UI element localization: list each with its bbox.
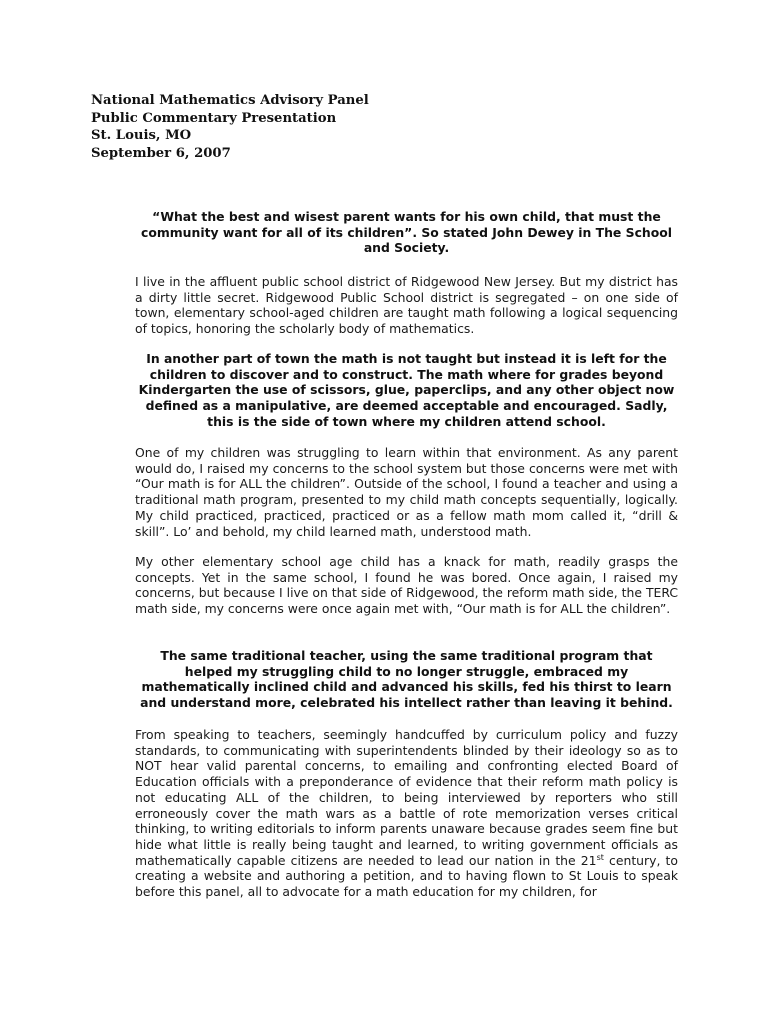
paragraph-bored-child: My other elementary school age child has a knack for math, readily grasps the concepts. Yet in the same school, I found he was bored. Once again, I raised my concerns, but because I live on that side of Ridgewood, the reform math side, the TERC math side, my concerns were once again met with, “Our math is for ALL the children”. <box>135 554 678 617</box>
header-location: St. Louis, MO <box>91 128 192 143</box>
bold-paragraph-other-side: In another part of town the math is not taught but instead it is left for the children to discover and to construct. The math where for grades beyond Kindergarten the use of scissors, glue, paperclips, and any other object now defined as a manipulative, are deemed acceptable and encouraged. Sadly, this is the side of town where my children attend school. <box>138 351 675 429</box>
document-header <box>91 92 369 162</box>
bold-paragraph-traditional-teacher: The same traditional teacher, using the same traditional program that helped my struggling child to no longer struggle, embraced my mathematically inclined child and advanced his skills, fed his thirst to learn and understand more, celebrated his intellect rather than leaving it behind. <box>140 648 673 711</box>
ordinal-suffix: st <box>596 852 604 862</box>
opening-quote: “What the best and wisest parent wants for his own child, that must the community want for all of its children”. So stated John Dewey in The School and Society. <box>141 209 673 256</box>
paragraph-advocacy <box>135 727 678 900</box>
paragraph-district: I live in the affluent public school district of Ridgewood New Jersey. But my district has a dirty little secret. Ridgewood Public School district is segregated – on one side of town, elementary school-aged children are taught math following a logical sequencing of topics, honoring the scholarly body of mathematics. <box>135 274 678 337</box>
advocacy-text-start: From speaking to teachers, seemingly handcuffed by curriculum policy and fuzzy standards, to communicating with superintendents blinded by their ideology so as to NOT hear valid parental concerns, to emailing and confronting elected Board of Education officials with a preponderance of evidence that their reform math policy is not educating ALL of the children, to being interviewed by reporters who still erroneously cover the math wars as a battle of rote memorization verses critical thinking, to writing editorials to inform parents unaware because grades seem fine but hide what little is really being taught and learned, to writing government officials as mathematically capable citizens are needed to lead our nation in the 21 <box>135 727 678 868</box>
advocacy-text-end: century, to creating a website and authoring a petition, and to having flown to St Louis to speak before this panel, all to advocate for a math education for my children, for <box>135 852 678 900</box>
header-panel-name: National Mathematics Advisory Panel <box>91 93 369 108</box>
header-date: September 6, 2007 <box>91 145 231 161</box>
paragraph-struggling-child: One of my children was struggling to learn within that environment. As any parent would do, I raised my concerns to the school system but those concerns were met with “Our math is for ALL the children”. Outside of the school, I found a teacher and using a traditional math program, presented to my child math concepts sequentially, logically. My child practiced, practiced, practiced or as a fellow math mom called it, “drill & skill”. Lo’ and behold, my child learned math, understood math. <box>135 445 678 539</box>
header-presentation-type: Public Commentary Presentation <box>91 110 337 126</box>
